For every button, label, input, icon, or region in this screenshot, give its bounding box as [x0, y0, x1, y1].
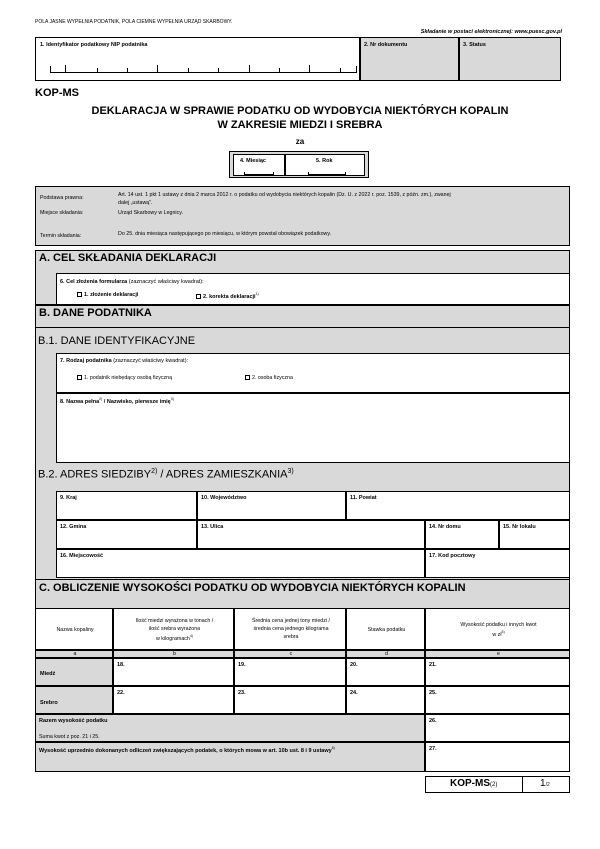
- option-natural-person[interactable]: 2. osoba fizyczna: [245, 375, 293, 381]
- house-number-label: 14. Nr domu: [429, 524, 461, 530]
- letter-e: e: [425, 650, 570, 658]
- silver-quantity-field[interactable]: 22.: [113, 686, 234, 714]
- col-header-e: Wysokość podatku i innych kwot w $zł^{5)}$: [425, 608, 570, 650]
- col-header-d: Stawka podatku: [346, 608, 425, 650]
- row-silver-name: Srebro: [35, 686, 113, 714]
- option-correction[interactable]: 2. korekta deklaracji$^{1)}$: [196, 292, 259, 300]
- apartment-number-label: 15. Nr lokalu: [503, 524, 536, 530]
- doc-number-field: [360, 37, 459, 81]
- silver-price-field[interactable]: 23.: [234, 686, 346, 714]
- col-header-c: Średnia cena jednej tony miedzi / średnia cena jednego kilograma srebra: [234, 608, 346, 650]
- place-text: Urząd Skarbowy w Legnicy.: [118, 210, 183, 216]
- purpose-field: [56, 273, 570, 305]
- country-label: 9. Kraj: [60, 495, 77, 501]
- house-number-field[interactable]: [425, 520, 499, 549]
- silver-tax-field[interactable]: 25.: [425, 686, 570, 714]
- copper-price-field[interactable]: 19.: [234, 658, 346, 686]
- checkbox-natural-person[interactable]: [245, 375, 250, 380]
- status-field: [459, 37, 561, 81]
- checkbox-correction[interactable]: [196, 294, 201, 299]
- deadline-label: Termin składania:: [40, 233, 82, 239]
- nip-field[interactable]: [35, 37, 360, 81]
- basis-label: Podstawa prawna:: [40, 195, 84, 201]
- deduction-field[interactable]: 27.: [425, 742, 570, 772]
- form-title-line2: W ZAKRESIE MIEDZI I SREBRA: [217, 119, 383, 131]
- nip-label: 1. Identyfikator podatkowy NIP podatnika: [40, 42, 148, 48]
- place-label: Miejsce składania:: [40, 210, 84, 216]
- doc-number-label: 2. Nr dokumentu: [364, 42, 408, 48]
- city-field[interactable]: [56, 549, 425, 578]
- taxpayer-type-label: 7. Rodzaj podatnika (zaznaczyć właściwy kwadrat):: [60, 358, 189, 364]
- section-b1-title: B.1. DANE IDENTYFIKACYJNE: [38, 335, 196, 347]
- street-field[interactable]: [197, 520, 425, 549]
- city-label: 16. Miejscowość: [60, 553, 104, 559]
- year-label: 5. Rok: [316, 158, 333, 164]
- voivodeship-label: 10. Województwo: [201, 495, 247, 501]
- footer-page-number: 1/2: [540, 778, 550, 789]
- option-submission[interactable]: 1. złożenie deklaracji: [77, 292, 138, 298]
- total-tax-field[interactable]: 26.: [425, 714, 570, 742]
- period-za: za: [295, 137, 305, 146]
- country-field[interactable]: [56, 491, 197, 520]
- district-label: 11. Powiat: [350, 495, 377, 501]
- form-title-line1: DEKLARACJA W SPRAWIE PODATKU OD WYDOBYCIA NIEKTÓRYCH KOPALIN: [91, 105, 509, 117]
- name-label: 8. Nazwa pełna$^{2)}$ / Nazwisko, pierwsze imię$^{3)}$: [60, 397, 174, 405]
- section-c-title: C. OBLICZENIE WYSOKOŚCI PODATKU OD WYDOBYCIA NIEKTÓRYCH KOPALIN: [39, 582, 466, 594]
- form-code: KOP-MS: [35, 87, 79, 99]
- taxpayer-type-field: [56, 353, 570, 393]
- letter-b: b: [113, 650, 234, 658]
- district-field[interactable]: [346, 491, 570, 520]
- legal-basis-box: [35, 186, 570, 246]
- apartment-number-field[interactable]: [499, 520, 570, 549]
- year-field[interactable]: [285, 154, 365, 176]
- footer-divider: [522, 776, 523, 793]
- voivodeship-field[interactable]: [197, 491, 346, 520]
- row-copper-name: Miedź: [35, 658, 113, 686]
- year-digit-ticks: [308, 172, 346, 175]
- electronic-filing-note: Składanie w postaci elektronicznej: www.puesc.gov.pl: [420, 29, 562, 35]
- municipality-label: 12. Gmina: [60, 524, 87, 530]
- letter-c: c: [234, 650, 346, 658]
- nip-digit-ticks: [50, 66, 357, 73]
- section-b-title: B. DANE PODATNIKA: [39, 307, 152, 319]
- deadline-text: Do 25. dnia miesiąca następującego po miesiącu, w którym powstał obowiązek podatkowy.: [118, 231, 332, 237]
- copper-rate-field[interactable]: 20.: [346, 658, 425, 686]
- letter-a: a: [35, 650, 113, 658]
- checkbox-submission[interactable]: [77, 292, 82, 297]
- basis-text-2: dalej „ustawą”.: [118, 200, 153, 206]
- copper-quantity-field[interactable]: 18.: [113, 658, 234, 686]
- month-digit-ticks: [244, 172, 274, 175]
- total-row-label: Razem wysokość podatku Suma kwot z poz. 21 i 25.: [35, 714, 425, 742]
- silver-rate-field[interactable]: 24.: [346, 686, 425, 714]
- letter-d: d: [346, 650, 425, 658]
- deduction-row-label: Wysokość uprzednio dokonanych odliczeń zwiększających podatek, o których mowa w art. 10b ust. 8 i 9 ustawy$^{6)}$: [35, 742, 425, 772]
- street-label: 13. Ulica: [201, 524, 224, 530]
- b-divider: [35, 327, 570, 328]
- fill-instruction-note: POLA JASNE WYPEŁNIA PODATNIK, POLA CIEMNE WYPEŁNIA URZĄD SKARBOWY.: [35, 19, 233, 25]
- section-a-title: A. CEL SKŁADANIA DEKLARACJI: [39, 252, 217, 264]
- month-label: 4. Miesiąc: [240, 158, 266, 164]
- checkbox-non-natural-person[interactable]: [77, 375, 82, 380]
- postal-code-label: 17. Kod pocztowy: [429, 553, 476, 559]
- section-b2-title: B.2. ADRES SIEDZIBY$^{2)}$ / ADRES ZAMIESZKANIA$^{3)}$: [38, 468, 294, 481]
- option-non-natural-person[interactable]: 1. podatnik niebędący osobą fizyczną: [77, 375, 172, 381]
- footer-form-code: KOP-MS(2): [450, 778, 498, 789]
- col-header-b: Ilość miedzi wyrażona w tonach / ilość srebra wyrażona w kilogramach$^{4)}$: [113, 608, 234, 650]
- status-label: 3. Status: [463, 42, 486, 48]
- name-field[interactable]: [56, 393, 570, 463]
- postal-code-field[interactable]: [425, 549, 570, 578]
- municipality-field[interactable]: [56, 520, 197, 549]
- purpose-label: 6. Cel złożenia formularza (zaznaczyć właściwy kwadrat):: [60, 279, 204, 285]
- basis-text-1: Art. 14 ust. 1 pkt 1 ustawy z dnia 2 marca 2012 r. o podatku od wydobycia niektórych kopalin (Dz. U. z 2022 r. poz. 1539, z późn. zm.), zwanej: [118, 192, 451, 198]
- copper-tax-field[interactable]: 21.: [425, 658, 570, 686]
- col-header-a: Nazwa kopaliny: [35, 608, 113, 650]
- month-field[interactable]: [233, 154, 285, 176]
